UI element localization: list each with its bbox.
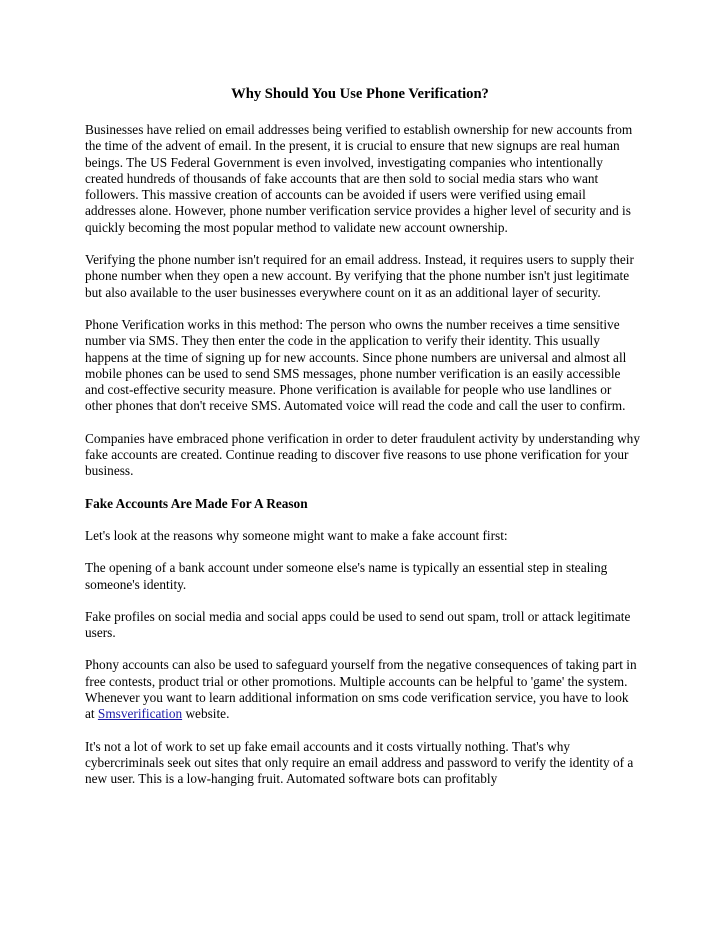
paragraph-fake-profiles: Fake profiles on social media and social apps could be used to send out spam, troll or attack legitimate users. (85, 608, 631, 641)
paragraph-reasons-intro: Let's look at the reasons why someone might want to make a fake account first: (85, 527, 508, 543)
section-heading: Fake Accounts Are Made For A Reason (85, 495, 308, 511)
paragraph-verifying: Verifying the phone number isn't required for an email address. Instead, it requires users to supply their phone number when they open a new account. By verifying that the phone number isn't just legitimate but also available to the user businesses everywhere count on it as an additional layer of security. (85, 252, 634, 300)
document-body (85, 122, 640, 804)
smsverification-link[interactable]: Smsverification (97, 706, 183, 722)
phony-accounts-text: Phony accounts can also be used to safeguard yourself from the negative consequences of taking part in free contests, product trial or other promotions. Multiple accounts can be helpful to 'game' the system. Whenever you want to learn additional information on sms code verification service, you have to look at (85, 657, 637, 722)
paragraph-phony-accounts (85, 657, 640, 722)
document-title: Why Should You Use Phone Verification? (231, 86, 489, 102)
paragraph-bank-account: The opening of a bank account under someone else's name is typically an essential step in stealing someone's identity. (85, 560, 608, 592)
paragraph-how-it-works: Phone Verification works in this method: The person who owns the number receives a time sensitive number via SMS. They then enter the code in the application to verify their identity. This usually happens at the time of signing up for new accounts. Since phone numbers are universal and almost all mobile phones can be used to send SMS messages, phone number verification is an easily accessible and cost-effective security measure. Phone verification is available for people who use landlines or other phones that don't receive SMS. Automated voice will read the code and call the user to confirm. (85, 316, 627, 414)
paragraph-low-hanging-fruit: It's not a lot of work to set up fake email accounts and it costs virtually nothing. That's why cybercriminals seek out sites that only require an email address and password to verify the identity of a new user. This is a low-hanging fruit. Automated software bots can profitably (85, 738, 634, 787)
paragraph-companies: Companies have embraced phone verification in order to deter fraudulent activity by understanding why fake accounts are created. Continue reading to discover five reasons to use phone verification for your business. (85, 430, 640, 479)
phony-accounts-text-end: website. (182, 706, 230, 722)
paragraph-intro: Businesses have relied on email addresses being verified to establish ownership for new accounts from the time of the advent of email. In the present, it is crucial to ensure that new signups are real human beings. The US Federal Government is even involved, investigating companies who intentionally created hundreds of thousands of fake accounts that are then sold to social media stars who want followers. This massive creation of accounts can be avoided if users were verified using email addresses alone. However, phone number verification service provides a higher level of security and is quickly becoming the most popular method to validate new account ownership. (85, 122, 633, 235)
